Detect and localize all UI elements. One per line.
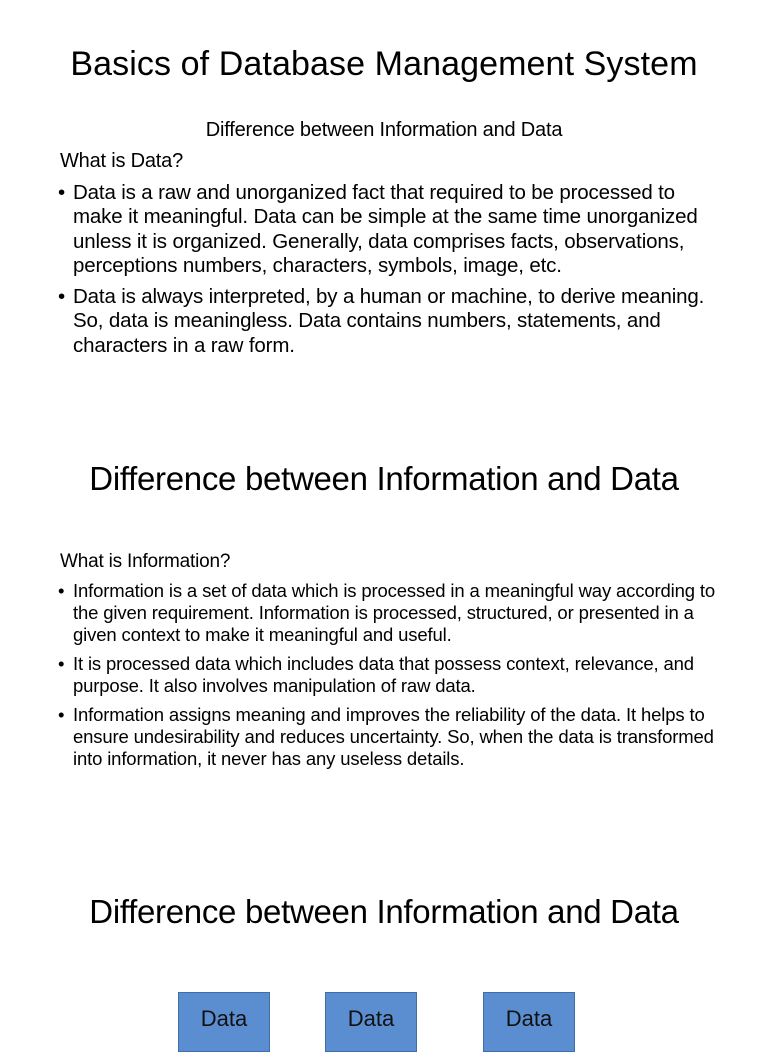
bullet-icon: • xyxy=(58,181,66,204)
diagram-box-data: Data xyxy=(325,992,417,1052)
list-item xyxy=(56,653,728,697)
list-item xyxy=(56,580,728,646)
bullet-text: Data is a raw and unorganized fact that required to be processed to make it meaningful. Data can be simple at the same time unorganized unless it is organized. Generally, data comprises facts, observations, perceptions numbers, characters, symbols, image, etc. xyxy=(73,181,698,277)
bullet-text: Information is a set of data which is processed in a meaningful way according to the given requirement. Information is processed, structured, or presented in a given context to make it meaningful and useful. xyxy=(73,580,716,645)
section-subtitle: Difference between Information and Data xyxy=(205,119,563,141)
bullet-icon: • xyxy=(58,653,65,674)
list-item xyxy=(56,181,728,278)
question-heading-information: What is Information? xyxy=(60,551,231,572)
bullet-text: Information assigns meaning and improves the reliability of the data. It helps to ensure undesirability and reduces uncertainty. So, when the data is transformed into information, it never has any useless details. xyxy=(73,704,714,769)
bullet-text: It is processed data which includes data that possess context, relevance, and purpose. It also involves manipulation of raw data. xyxy=(73,653,694,696)
information-bullet-list xyxy=(56,580,728,777)
bullet-icon: • xyxy=(58,704,65,725)
list-item xyxy=(56,285,728,358)
bullet-icon: • xyxy=(58,285,66,309)
bullet-icon: • xyxy=(58,580,65,601)
page-title: Basics of Database Management System xyxy=(70,45,698,83)
question-heading-data: What is Data? xyxy=(60,150,184,172)
slide-title: Difference between Information and Data xyxy=(89,460,679,497)
slide-title: Difference between Information and Data xyxy=(89,893,679,930)
data-bullet-list xyxy=(56,181,728,365)
diagram-box-data: Data xyxy=(483,992,575,1052)
list-item xyxy=(56,704,728,770)
diagram-box-data: Data xyxy=(178,992,270,1052)
bullet-text: Data is always interpreted, by a human or machine, to derive meaning. So, data is meaningless. Data contains numbers, statements, and characters in a raw form. xyxy=(73,285,705,357)
